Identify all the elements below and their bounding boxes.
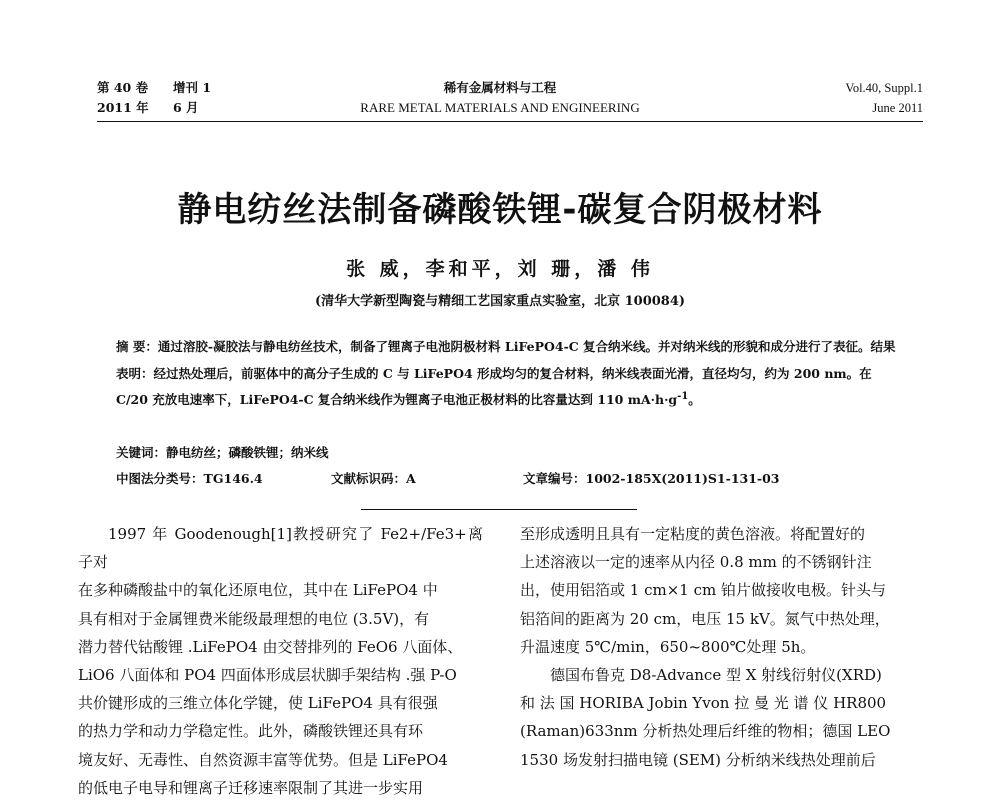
header-supplement-cn: 增刊 1 <box>173 80 212 95</box>
doc-code-label: 文献标识码： <box>331 471 407 486</box>
article-authors: 张 威，李和平，刘 珊，潘 伟 <box>346 258 654 280</box>
article-affiliation: (清华大学新型陶瓷与精细工艺国家重点实验室，北京 100084) <box>314 294 686 309</box>
header-date-en: June 2011 <box>872 101 923 115</box>
body-line: 1530 场发射扫描电镜 (SEM) 分析纳米线热处理前后 <box>520 750 876 769</box>
doc-code-value: A <box>406 471 416 486</box>
header-rule <box>97 121 923 122</box>
clc-value: TG146.4 <box>203 471 263 486</box>
keywords-label: 关键词： <box>116 445 167 460</box>
body-line: 的低电子电导和锂离子迁移速率限制了其进一步实用 <box>78 778 424 797</box>
header-month-cn: 6 月 <box>173 100 199 115</box>
abstract-text: 通过溶胶-凝胶法与静电纺丝技术，制备了锂离子电池阴极材料 LiFePO4-C 复合纳米线。并对纳米线的形貌和成分进行了表征。结果表明：经过热处理后，前驱体中的高分子生成的 C 与 LiFePO4 形成均匀的复合材料，纳米线表面光滑，直径均匀，约为 200 nm。在 C/20 充放电速率下，LiFePO4-C 复合纳米线作为锂离子电池正极材料的比容量达到 110 mA·h·g <box>116 339 896 407</box>
body-line: 在多种磷酸盐中的氧化还原电位，其中在 LiFePO4 中 <box>78 581 438 600</box>
body-line: 升温速度 5℃/min，650~800℃处理 5h。 <box>520 637 816 656</box>
body-line: 具有相对于金属锂费米能级最理想的电位 (3.5V)，有 <box>78 609 430 628</box>
abstract-unit-exponent: -1 <box>677 390 689 402</box>
body-line: 和 法 国 HORIBA Jobin Yvon 拉 曼 光 谱 仪 HR800 <box>520 694 887 713</box>
section-separator <box>361 509 637 510</box>
body-line: 出，使用铝箔或 1 cm×1 cm 铂片做接收电极。针头与 <box>520 581 886 600</box>
clc-number <box>116 469 263 487</box>
body-line: 境友好、无毒性、自然资源丰富等优势。但是 LiFePO4 <box>78 750 448 769</box>
header-volume-en-block <box>845 78 923 118</box>
body-line: 共价键形成的三维立体化学键，使 LiFePO4 具有很强 <box>78 694 438 713</box>
body-line: 潜力替代钴酸锂 .LiFePO4 由交替排列的 FeO6 八面体、 <box>78 637 463 656</box>
article-number-value: 1002-185X(2011)S1-131-03 <box>585 471 780 486</box>
header-year-cn: 2011 年 <box>97 100 149 115</box>
header-volume-en: Vol.40, Suppl.1 <box>845 81 923 95</box>
body-line: (Raman)633nm 分析热处理后纤维的物相；德国 LEO <box>520 722 891 741</box>
abstract <box>116 334 906 414</box>
body-right-column <box>520 520 925 774</box>
document-code <box>331 469 416 487</box>
article-title: 静电纺丝法制备磷酸铁锂-碳复合阴极材料 <box>177 190 823 230</box>
keywords-text: 静电纺丝；磷酸铁锂；纳米线 <box>166 445 329 460</box>
journal-name-en: RARE METAL MATERIALS AND ENGINEERING <box>360 100 640 115</box>
article-number-label: 文章编号： <box>523 471 586 486</box>
keywords <box>116 443 329 461</box>
abstract-end: 。 <box>688 392 701 407</box>
body-line: 铝箔间的距离为 20 cm，电压 15 kV。氮气中热处理， <box>520 609 890 628</box>
body-line: 的热力学和动力学稳定性。此外，磷酸铁锂还具有环 <box>78 722 424 741</box>
body-line: 德国布鲁克 D8-Advance 型 X 射线衍射仪(XRD) <box>550 666 882 685</box>
body-line: 至形成透明且具有一定粘度的黄色溶液。将配置好的 <box>520 525 866 543</box>
abstract-label: 摘 要： <box>116 339 158 354</box>
article-number <box>523 469 780 487</box>
journal-name-cn: 稀有金属材料与工程 <box>443 80 557 95</box>
body-line: 1997 年 Goodenough[1]教授研究了 Fe2+/Fe3+离子对 <box>78 525 483 572</box>
clc-label: 中图法分类号： <box>116 471 204 486</box>
body-line: LiO6 八面体和 PO4 四面体形成层状脚手架结构 .强 P-O <box>78 666 457 685</box>
body-line: 上述溶液以一定的速率从内径 0.8 mm 的不锈钢针注 <box>520 553 872 572</box>
header-volume-cn: 第 40 卷 <box>97 80 149 95</box>
